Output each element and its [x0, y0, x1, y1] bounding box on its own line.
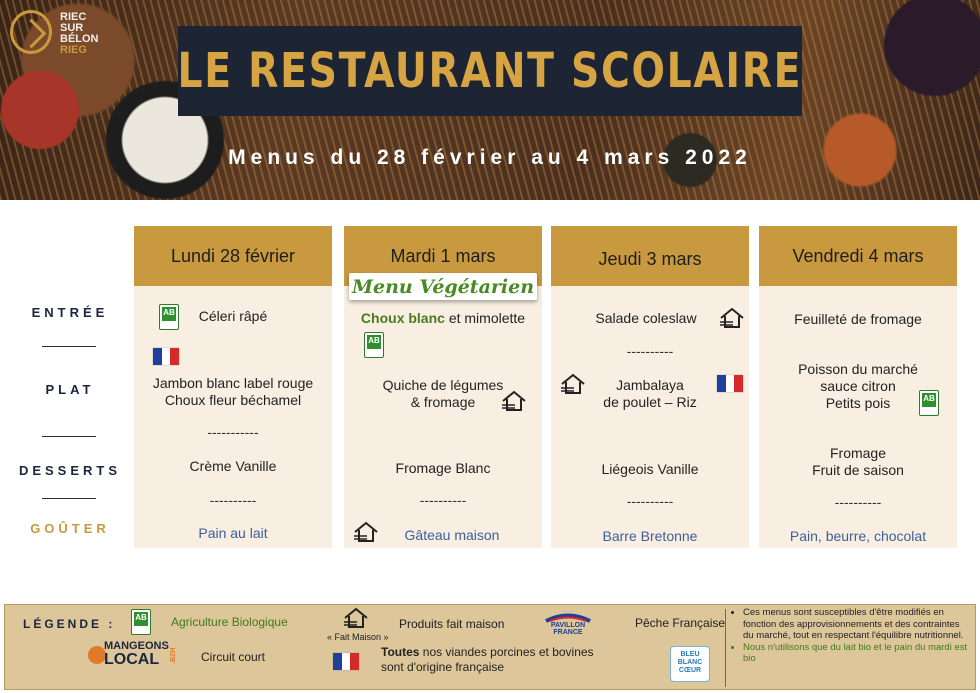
day-header: Lundi 28 février [134, 226, 332, 286]
ab-bio-icon [364, 332, 384, 358]
entree-rest: et mimolette [444, 310, 526, 326]
logo-line2: SUR [60, 22, 84, 34]
local-text: LOCAL [104, 651, 160, 668]
gouter-item: Pain, beurre, chocolat [789, 528, 927, 544]
dessert-dish [759, 445, 957, 479]
ab-bio-icon [131, 609, 151, 635]
bleu-blanc-coeur-logo: BLEU BLANC CŒUR [670, 646, 710, 682]
fait-maison-icon [353, 521, 379, 543]
logo-line1: RIEC [60, 11, 87, 23]
title-box [178, 26, 802, 116]
legend-viandes-text [381, 645, 594, 675]
menu-vegetarien-badge: Menu Végétarien [349, 273, 537, 300]
row-label-entree: ENTRÉE [31, 305, 109, 320]
mangeons-text: MANGEONS [104, 640, 169, 652]
dessert-dish: Liégeois Vanille [601, 461, 699, 477]
pavillon-france-logo [540, 612, 596, 634]
french-flag-icon [153, 348, 179, 365]
bzh-text: .BZH [170, 647, 177, 664]
dessert-line: Fruit de saison [812, 462, 904, 478]
plat-line: Choux fleur béchamel [164, 392, 302, 408]
ab-bio-icon [159, 304, 179, 330]
day-column-lundi [134, 226, 332, 548]
row-divider [42, 346, 96, 347]
legend-viandes-bold: Toutes [381, 645, 420, 659]
fait-maison-icon [719, 307, 745, 329]
pavillon-text: PAVILLON FRANCE [550, 622, 586, 636]
mangeons-local-logo [88, 640, 188, 670]
plat-line: de poulet – Riz [603, 394, 697, 410]
french-flag-icon [333, 653, 359, 670]
separator-text: ---------- [626, 493, 674, 509]
row-divider [42, 436, 96, 437]
separator-text: ---------- [419, 492, 467, 508]
plat-line: Poisson du marché [798, 361, 918, 377]
entree-dish: Salade coleslaw [595, 310, 697, 326]
fait-maison-icon [560, 373, 586, 395]
logo-line3: BÉLON [60, 33, 99, 45]
row-label-desserts: DESSERTS [18, 463, 122, 478]
entree-dish [344, 310, 542, 327]
day-header: Mardi 1 mars [344, 226, 542, 286]
legend-bio-label: Agriculture Biologique [171, 615, 288, 629]
legend-fait-maison-caption: « Fait Maison » [327, 632, 389, 642]
entree-dish: Céleri râpé [198, 308, 268, 324]
legend-viandes-line2: sont d'origine française [381, 660, 505, 674]
riec-logo [8, 10, 118, 60]
page-subtitle: Menus du 28 février au 4 mars 2022 [228, 146, 752, 169]
legend-divider [725, 609, 726, 687]
gouter-item: Pain au lait [198, 525, 268, 541]
fait-maison-icon [501, 390, 527, 412]
separator-text: ---------- [834, 494, 882, 510]
logo-line4: RIEG [60, 44, 87, 56]
plat-line: Petits pois [825, 395, 891, 411]
dessert-dish: Fromage Blanc [395, 460, 491, 476]
entree-highlight: Choux blanc [360, 310, 445, 326]
logo-mark-icon [10, 10, 52, 54]
entree-dish: Feuilleté de fromage [794, 311, 922, 327]
fait-maison-icon [343, 607, 369, 629]
plat-line: Jambon blanc label rouge [152, 375, 314, 391]
legend-viandes-rest: nos viandes porcines et bovines [419, 645, 594, 659]
logo-text [60, 12, 99, 56]
legend-circuit-label: Circuit court [201, 650, 266, 664]
french-flag-icon [717, 375, 743, 392]
plat-line: Jambalaya [616, 377, 684, 393]
page-title: LE RESTAURANT SCOLAIRE [177, 43, 803, 99]
day-header: Vendredi 4 mars [759, 226, 957, 286]
row-label-gouter: GOÛTER [30, 521, 110, 536]
legend-note: • Nous n'utilisons que du lait bio et le pain du mardi est bio [743, 642, 971, 665]
separator-text: ---------- [209, 492, 257, 508]
separator-text: ----------- [207, 424, 259, 440]
day-column-vendredi [759, 226, 957, 548]
legend-peche-label: Pêche Française [635, 616, 726, 630]
gouter-item: Barre Bretonne [602, 528, 698, 544]
row-label-plat: PLAT [45, 382, 95, 397]
plat-line: sauce citron [820, 378, 896, 394]
legend-fait-maison-label: Produits fait maison [399, 617, 505, 631]
row-divider [42, 498, 96, 499]
legend-notes [731, 607, 971, 665]
day-header: Jeudi 3 mars [551, 226, 749, 286]
header-banner [0, 0, 980, 200]
legend-title: LÉGENDE : [23, 617, 116, 631]
plat-dish [134, 375, 332, 409]
legend-note: • Ces menus sont susceptibles d'être modifiés en fonction des approvisionnements et des contraintes du marché, tout en respectant l'équilibre nutritionnel. [743, 607, 971, 642]
dessert-line: Fromage [829, 445, 887, 461]
separator-text: ---------- [626, 343, 674, 359]
gouter-text: Gâteau maison [404, 527, 500, 543]
plat-line: Quiche de légumes [382, 377, 504, 393]
dessert-dish: Crème Vanille [189, 458, 277, 474]
ab-bio-icon [919, 390, 939, 416]
plat-line: & fromage [410, 394, 476, 410]
